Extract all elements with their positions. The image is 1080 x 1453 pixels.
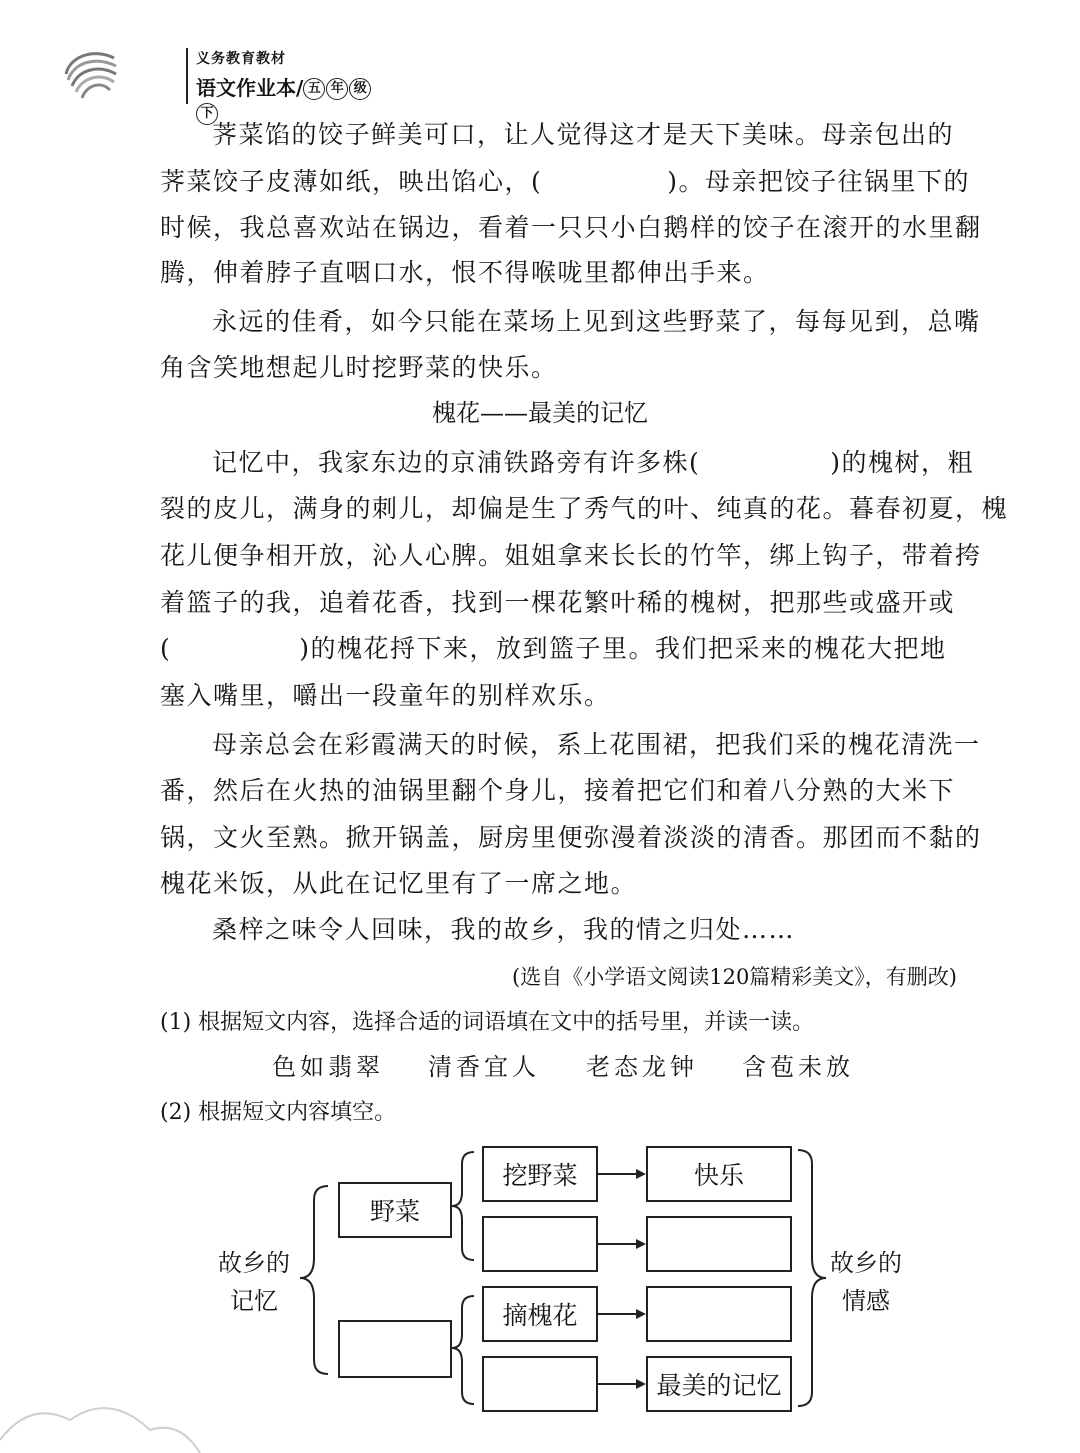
text-before-blank: 记忆中，我家东边的京浦铁路旁有许多株( xyxy=(212,448,701,477)
section-title: 槐花——最美的记忆 xyxy=(432,399,648,427)
action-box: 摘槐花 xyxy=(482,1286,598,1342)
result-box: 最美的记忆 xyxy=(646,1356,792,1412)
text-line: 桑梓之味令人回味，我的故乡，我的情之归处…… xyxy=(212,915,796,944)
source-citation: (选自《小学语文阅读120篇精彩美文》，有删改) xyxy=(512,965,957,989)
grade-char: 级 xyxy=(349,78,371,100)
text-line: 腾，伸着脖子直咽口水，恨不得喉咙里都伸出手来。 xyxy=(160,258,770,287)
result-box: 快乐 xyxy=(646,1146,792,1202)
text-line: 永远的佳肴，如今只能在菜场上见到这些野菜了，每每见到，总嘴 xyxy=(212,307,981,336)
text-before-blank: 荠菜饺子皮薄如纸，映出馅心，( xyxy=(160,167,543,196)
right-brace xyxy=(798,1150,826,1406)
arrow-head-icon xyxy=(636,1239,646,1249)
text-line: 着篮子的我，追着花香，找到一棵花繁叶稀的槐树，把那些或盛开或 xyxy=(160,588,956,617)
text-line: 槐花米饭，从此在记忆里有了一席之地。 xyxy=(160,869,638,898)
series-name: 义务教育教材 xyxy=(196,51,286,67)
word-option: 色如翡翠 xyxy=(272,1053,384,1081)
action-box: 挖野菜 xyxy=(482,1146,598,1202)
diagram-left-label xyxy=(214,1244,294,1320)
text-line: 角含笑地想起儿时挖野菜的快乐。 xyxy=(160,353,558,382)
grade-char: 年 xyxy=(326,78,348,100)
arrow-head-icon xyxy=(636,1309,646,1319)
word-option: 清香宜人 xyxy=(428,1053,540,1081)
text-after-blank: )的槐树，粗 xyxy=(830,448,975,477)
action-box-blank[interactable] xyxy=(482,1356,598,1412)
text-line: 塞入嘴里，嚼出一段童年的别样欢乐。 xyxy=(160,681,611,710)
label-line: 情感 xyxy=(842,1287,890,1315)
text-after-blank: )的槐花捋下来，放到篮子里。我们把采来的槐花大把地 xyxy=(299,634,947,663)
group2-brace xyxy=(452,1296,474,1404)
arrow-head-icon xyxy=(636,1379,646,1389)
question-2: (2) 根据短文内容填空。 xyxy=(160,1100,397,1125)
group-box-blank[interactable] xyxy=(338,1320,452,1378)
group1-brace xyxy=(452,1152,474,1260)
text-line: 花儿便争相开放，沁人心脾。姐姐拿来长长的竹竿，绑上钩子，带着挎 xyxy=(160,541,982,570)
text-after-blank: )。母亲把饺子往锅里下的 xyxy=(667,167,971,196)
grade-char: 五 xyxy=(303,78,325,100)
action-box-blank[interactable] xyxy=(482,1216,598,1272)
diagram-right-label xyxy=(826,1244,906,1320)
text-line: 荠菜馅的饺子鲜美可口，让人觉得这才是天下美味。母亲包出的 xyxy=(212,120,955,149)
arrow-head-icon xyxy=(636,1169,646,1179)
question-1: (1) 根据短文内容，选择合适的词语填在文中的括号里，并读一读。 xyxy=(160,1010,815,1035)
grade-char: 下 xyxy=(196,103,218,125)
cloud-decoration-icon xyxy=(0,1408,200,1453)
left-brace xyxy=(300,1186,328,1374)
label-line: 故乡的 xyxy=(218,1249,290,1277)
group-box-wild-vegetables: 野菜 xyxy=(338,1182,452,1238)
text-line: 番，然后在火热的油锅里翻个身儿，接着把它们和着八分熟的大米下 xyxy=(160,776,956,805)
word-option: 老态龙钟 xyxy=(586,1053,698,1081)
text-line: 锅，文火至熟。掀开锅盖，厨房里便弥漫着淡淡的清香。那团而不黏的 xyxy=(160,823,982,852)
text-line: 裂的皮儿，满身的刺儿，却偏是生了秀气的叶、纯真的花。暮春初夏，槐 xyxy=(160,494,1009,523)
label-line: 故乡的 xyxy=(830,1249,902,1277)
text-line: 母亲总会在彩霞满天的时候，系上花围裙，把我们采的槐花清洗一 xyxy=(212,730,981,759)
book-name: 语文作业本/ xyxy=(196,76,304,100)
result-box-blank[interactable] xyxy=(646,1286,792,1342)
text-before-blank: ( xyxy=(160,634,172,663)
result-box-blank[interactable] xyxy=(646,1216,792,1272)
word-option: 含苞未放 xyxy=(742,1053,854,1081)
text-line: 时候，我总喜欢站在锅边，看着一只只小白鹅样的饺子在滚开的水里翻 xyxy=(160,213,982,242)
label-line: 记忆 xyxy=(230,1287,278,1315)
